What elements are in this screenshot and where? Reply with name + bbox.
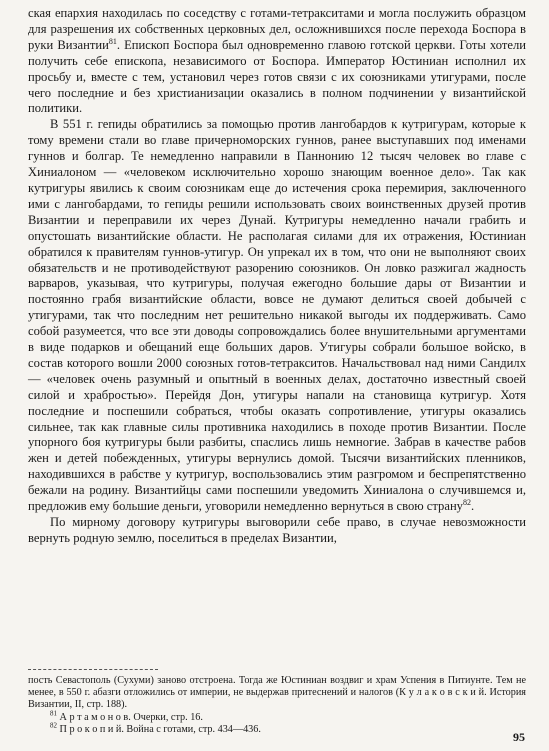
footnote-divider (28, 669, 158, 670)
footnote-ref-82: 82 (462, 497, 471, 507)
page-number: 95 (513, 730, 525, 744)
footnote-ref-81: 81 (108, 36, 117, 46)
paragraph-2: В 551 г. гепиды обратились за помощью против лангобардов к кутригурам, которые к тому времени стали во главе причерноморских гуннов, ранее выступавших под именами гуннов и болгар. Те немедленно направили в Паннонию 12 тысяч человек во главе с Хиниалоном — «человеком исключительно хорошо знающим военное дело». Так как кутригуры явились к своим союзникам еще до истечения срока перемирия, заключенного ими с лангобардами, то гепиды решили использовать своих воинственных друзей против Византии и переправили их через Дунай. Кутригуры немедленно начали грабить и опустошать византийские области. Не располагая силами для их отражения, Юстиниан обратился к правителям гуннов-утигур. Он упрекал их в том, что они не выполняют своих обязательств и не противодействуют разорению союзников. Он ловко разжигал жадность варваров, указывая, что кутригуры, получая ежегодно большие дары от Византии и постоянно грабя византийские области, вовсе не думают делиться своей добычей с утигурами, так что последним нет решительно никакой выгоды их поддерживать. Само собой разумеется, что все эти доводы сопровождались более внушительными аргументами в виде подарков и обещаний еще больших даров. Утигуры собрали большое войско, в состав которого вошли 2000 союзных готов-тетракситов. Начальствовал над ними Сандилх — «человек очень разумный и опытный в военных делах, достаточно известный своей силой и храбростью». Перейдя Дон, утигуры напали на становища кутригур. Хотя последние и поспешили собраться, чтобы оказать сопротивление, утигуры оказались сильнее, так как главные силы противника находились в походе против Византии. После упорного боя кутригуры были разбиты, спаслись лишь немногие. Забрав в качестве рабов жен и детей побежденных, утигуры вернулись домой. Тысячи византийских пленников, находившихся в рабстве у кутригур, воспользовались этим разгромом и беспрепятственно бежали на родину. Византийцы сами поспешили уведомить Хиниалона о случившемся и, предложив ему большие деньги, уговорили немедленно вернуться в свою страну$^{82}$. (28, 117, 526, 514)
footnote-continued: пость Севастополь (Сухуми) заново отстроена. Тогда же Юстиниан воздвиг и храм Успения в Питиунте. Тем не менее, в 550 г. абазги отложились от империи, не выдержав притеснений и налогов (К у л а к о в с к и й. История Византии, II, стр. 188). (28, 675, 526, 711)
footnote-81: $^{81}$ А р т а м о н о в. Очерки, стр. 16. (50, 709, 203, 723)
main-text (28, 6, 526, 547)
paragraph-1: ская епархия находилась по соседству с готами-тетракситами и могла послужить образцом для разрешения их собственных церковных дел, осложнившихся после перехода Боспора в руки Византии$^{81}$. Епископ Боспора был одновременно главою готской церкви. Готы хотели получить себе епископа, независимого от Боспора. Император Юстиниан исполнил их просьбу и, вместе с тем, установил через готов связи с их союзниками утигурами, после чего последние и без христианизации оказались в полном подчинении у византийской политики. (28, 6, 526, 116)
paragraph-3: По мирному договору кутригуры выговорили себе право, в случае невозможности вернуть родную землю, поселиться в пределах Византии, (28, 515, 526, 545)
footnotes (28, 675, 526, 736)
footnote-82: $^{82}$ П р о к о п и й. Война с готами, стр. 434—436. (50, 721, 261, 735)
